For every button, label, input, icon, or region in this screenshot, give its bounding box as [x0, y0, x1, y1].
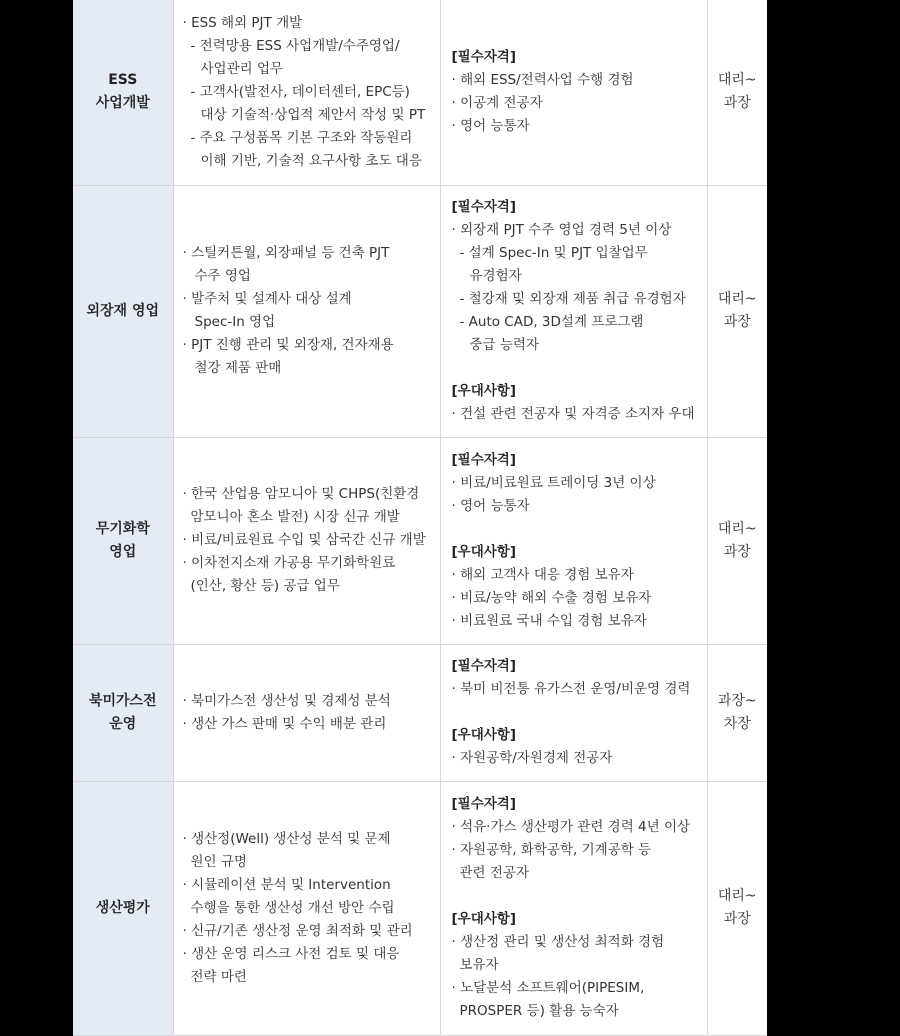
preferred-heading: [우대사항] [451, 727, 517, 743]
required-heading: [필수자격] [451, 49, 517, 66]
qualification-cell: [필수자격] · 북미 비전통 유가스전 운영/비운영 경력 [우대사항] · 자원공학/자원경제 전공자 [440, 644, 707, 781]
category-cell: 외장재 영업 [73, 185, 173, 437]
qualification-cell: [필수자격] · 해외 ESS/전력사업 수행 경험 · 이공계 전공자 · 영어 능통자 [440, 0, 707, 185]
job-table-page [73, 0, 767, 1035]
preferred-heading: [우대사항] [451, 911, 517, 927]
required-heading: [필수자격] [451, 796, 517, 812]
category-cell: 생산평가 [73, 781, 173, 1035]
table-row [73, 781, 767, 1035]
category-cell: ESS 사업개발 [73, 0, 173, 185]
table-row [73, 0, 767, 185]
level-cell: 대리~ 과장 [707, 781, 767, 1035]
qualification-cell: [필수자격] · 외장재 PJT 수주 영업 경력 5년 이상 - 설계 Spec-In 및 PJT 입찰업무 유경험자 - 철강재 및 외장재 제품 취급 유경험자 - Auto CAD, 3D설계 프로그램 중급 능력자 [우대사항] · 건설 관련 전공자 및 자격증 소지자 우대 [440, 185, 707, 437]
duty-cell: · 생산정(Well) 생산성 분석 및 문제 원인 규명 · 시뮬레이션 분석 및 Intervention 수행을 통한 생산성 개선 방안 수립 · 신규/기존 생산정 운영 최적화 및 관리 · 생산 운영 리스크 사전 검토 및 대응 전략 마련 [173, 781, 440, 1035]
level-cell: 대리~ 과장 [707, 0, 767, 185]
duty-cell: · ESS 해외 PJT 개발 - 전력망용 ESS 사업개발/수주영업/ 사업관리 업무 - 고객사(발전사, 데이터센터, EPC등) 대상 기술적·상업적 제안서 작성 및 PT - 주요 구성품목 기본 구조와 작동원리 이해 기반, 기술적 요구사항 초도 대응 [173, 0, 440, 185]
level-cell: 대리~ 과장 [707, 185, 767, 437]
duty-cell: · 스틸커튼월, 외장패널 등 건축 PJT 수주 영업 · 발주처 및 설계사 대상 설계 Spec-In 영업 · PJT 진행 관리 및 외장재, 건자재용 철강 제품 판매 [173, 185, 440, 437]
preferred-heading: [우대사항] [451, 543, 517, 560]
qualification-cell: [필수자격] · 비료/비료원료 트레이딩 3년 이상 · 영어 능통자 [우대사항] · 해외 고객사 대응 경험 보유자 · 비료/농약 해외 수출 경험 보유자 · 비료원료 국내 수입 경험 보유자 [440, 437, 707, 644]
preferred-heading: [우대사항] [451, 383, 517, 399]
duty-cell: · 북미가스전 생산성 및 경제성 분석 · 생산 가스 판매 및 수익 배분 관리 [173, 644, 440, 781]
category-cell: 북미가스전 운영 [73, 644, 173, 781]
table-row [73, 644, 767, 781]
qualification-cell: [필수자격] · 석유·가스 생산평가 관련 경력 4년 이상 · 자원공학, 화학공학, 기계공학 등 관련 전공자 [우대사항] · 생산정 관리 및 생산성 최적화 경험 보유자 · 노달분석 소프트웨어(PIPESIM, PROSPER 등) 활용 능숙자 [440, 781, 707, 1035]
required-heading: [필수자격] [451, 658, 517, 674]
required-heading: [필수자격] [451, 199, 517, 215]
category-cell: 무기화학 영업 [73, 437, 173, 644]
level-cell: 과장~ 차장 [707, 644, 767, 781]
level-cell: 대리~ 과장 [707, 437, 767, 644]
required-heading: [필수자격] [451, 451, 517, 468]
table-row [73, 185, 767, 437]
job-table [73, 0, 767, 1036]
table-row [73, 437, 767, 644]
duty-cell: · 한국 산업용 암모니아 및 CHPS(친환경 암모니아 혼소 발전) 시장 신규 개발 · 비료/비료원료 수입 및 삼국간 신규 개발 · 이차전지소재 가공용 무기화학원료 (인산, 황산 등) 공급 업무 [173, 437, 440, 644]
